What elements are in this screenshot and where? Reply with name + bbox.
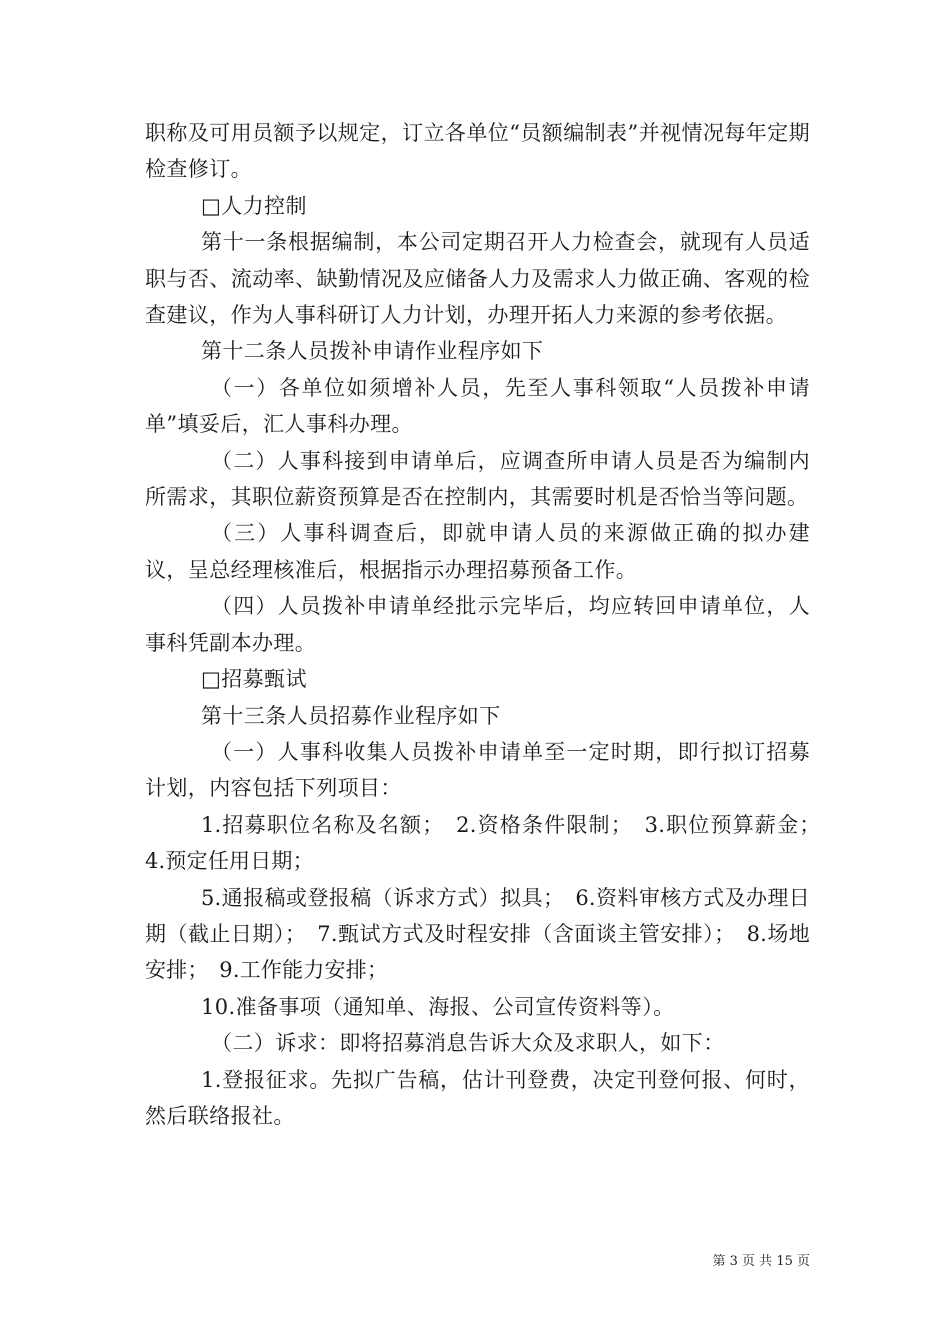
paragraph-item-appeal: （二）诉求：即将招募消息告诉大众及求职人，如下：	[211, 1031, 725, 1056]
section-heading-recruitment: □招募甄试	[201, 667, 307, 692]
paragraph-article-13: 第十三条人员招募作业程序如下	[201, 703, 501, 728]
paragraph-list-5-9: 5.通报稿或登报稿（诉求方式）拟具； 6.资料审核方式及办理日期（截止日期）； 7.甄试方式及时程安排（含面谈主管安排）； 8.场地安排； 9.工作能力安排；	[145, 885, 810, 983]
paragraph-newspaper: 1.登报征求。先拟广告稿，估计刊登费，决定刊登何报、何时，然后联络报社。	[145, 1067, 810, 1128]
page-number: 第 3 页 共 15 页	[712, 1254, 810, 1269]
section-heading-manpower-control: □人力控制	[201, 193, 307, 218]
paragraph-item-4: （四）人员拨补申请单经批示完毕后，均应转回申请单位，人事科凭副本办理。	[145, 594, 810, 655]
document-body	[145, 115, 832, 1134]
paragraph: 职称及可用员额予以规定，订立各单位“员额编制表”并视情况每年定期检查修订。	[145, 121, 810, 182]
paragraph-item-1: （一）各单位如须增补人员，先至人事科领取“人员拨补申请单”填妥后，汇人事科办理。	[145, 375, 810, 437]
paragraph-list-1-4: 1.招募职位名称及名额； 2.资格条件限制； 3.职位预算薪金； 4.预定任用日期；	[145, 812, 832, 874]
paragraph-item-2: （二）人事科接到申请单后，应调查所申请人员是否为编制内所需求，其职位薪资预算是否在控制内，其需要时机是否恰当等问题。	[145, 448, 810, 510]
paragraph-item-3: （三）人事科调查后，即就申请人员的来源做正确的拟办建议，呈总经理核准后，根据指示办理招募预备工作。	[145, 521, 810, 582]
paragraph-article-12: 第十二条人员拨补申请作业程序如下	[201, 339, 544, 364]
paragraph-item-recruit-plan: （一）人事科收集人员拨补申请单至一定时期，即行拟订招募计划，内容包括下列项目：	[145, 739, 810, 801]
paragraph-list-10: 10.准备事项（通知单、海报、公司宣传资料等）。	[201, 994, 675, 1019]
paragraph-article-11: 第十一条根据编制，本公司定期召开人力检查会，就现有人员适职与否、流动率、缺勤情况及应储备人力及需求人力做正确、客观的检查建议，作为人事科研订人力计划，办理开拓人力来源的参考依据。	[145, 230, 810, 328]
